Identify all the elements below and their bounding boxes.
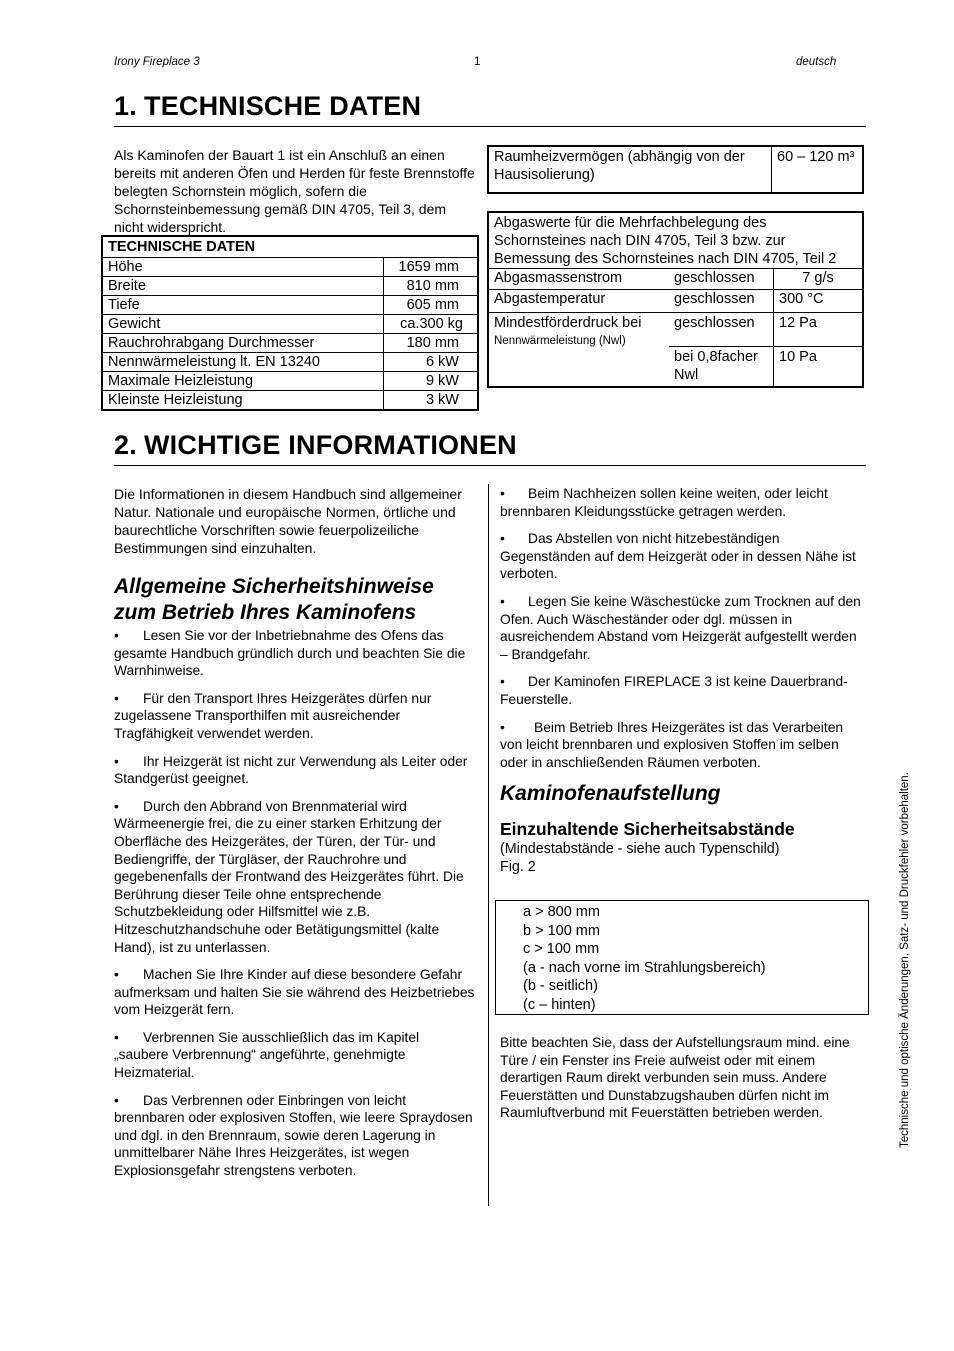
column-divider: [488, 484, 489, 1206]
section2-rule: [114, 465, 866, 466]
distances-box: [495, 900, 869, 1015]
section2-intro: Die Informationen in diesem Handbuch sind allgemeiner Natur. Nationale und europäische Normen, örtliche und baurechtliche Vorschriften sowie feuerpolizeiliche Bestimmungen sind einzuhalten.: [114, 486, 462, 556]
section1-heading: [114, 91, 421, 122]
section2-title: WICHTIGE INFORMATIONEN: [144, 430, 517, 460]
header-language: deutsch: [796, 56, 837, 68]
distance-item: a > 800 mm: [523, 904, 600, 920]
list-item: • Verbrennen Sie ausschließlich das im Kapitel „saubere Verbrennung“ angeführte, genehmigte Heizmaterial.: [114, 1029, 420, 1081]
tech-data-table: [101, 235, 479, 411]
safety-heading: Allgemeine Sicherheitshinweise zum Betrieb Ihres Kaminofens: [114, 575, 434, 624]
table-row: Nennwärmeleistung lt. EN 13240 6 kW: [102, 353, 478, 372]
right-column: [500, 485, 864, 876]
exhaust-table-header: Abgaswerte für die Mehrfachbelegung des Schornsteines nach DIN 4705, Teil 3 bzw. zur Bemessung des Schornsteines nach DIN 4705, Teil 2: [488, 212, 863, 269]
closing-paragraph: Bitte beachten Sie, dass der Aufstellungsraum mind. eine Türe / ein Fenster ins Freie aufweist oder mit einem derartigen Raum direkt verbunden sein muss. Andere Feuerstätten und Dunstabzugshauben dürfen nicht im Raumluftverbund mit Feuerstätten betrieben werden.: [500, 1035, 850, 1121]
table-row: bei 0,8facher Nwl 10 Pa: [488, 347, 863, 388]
list-item: • Legen Sie keine Wäschestücke zum Trocknen auf den Ofen. Auch Wäscheständer oder dgl. müssen in ausreichendem Abstand vom Heizgerät aufgestellt werden – Brandgefahr.: [500, 593, 861, 662]
section1-title: TECHNISCHE DATEN: [144, 91, 422, 121]
table-row: Abgastemperatur geschlossen 300 °C: [488, 290, 863, 313]
list-item: • Das Verbrennen oder Einbringen von leicht brennbaren oder explosiven Stoffen, wie leere Spraydosen und dgl. in den Brennraum, sowie deren Lagerung in unmittelbarer Nähe Ihres Heizgerätes, ist wegen Explosionsgefahr strengstens verboten.: [114, 1092, 473, 1179]
distance-item: c > 100 mm: [523, 941, 600, 957]
distances-note: (Mindestabstände - siehe auch Typenschild): [500, 841, 780, 858]
heat-capacity-label: Raumheizvermögen (abhängig von der Hausisolierung): [488, 146, 772, 193]
tech-table-header: TECHNISCHE DATEN: [102, 236, 478, 258]
table-row: Tiefe 605 mm: [102, 296, 478, 315]
distance-item: (b - seitlich): [523, 978, 598, 994]
list-item: • Der Kaminofen FIREPLACE 3 ist keine Dauerbrand-Feuerstelle.: [500, 674, 848, 707]
exhaust-values-table: [487, 211, 864, 388]
list-item: • Lesen Sie vor der Inbetriebnahme des Ofens das gesamte Handbuch gründlich durch und beachten Sie die Warnhinweise.: [114, 628, 466, 679]
section1-number: 1.: [114, 91, 137, 121]
installation-heading: Kaminofenaufstellung: [500, 782, 721, 806]
table-row: Mindestförderdruck bei Nennwärmeleistung (Nwl) geschlossen 12 Pa: [488, 313, 863, 347]
distance-item: (a - nach vorne im Strahlungsbereich): [523, 959, 766, 976]
section2-number: 2.: [114, 430, 137, 460]
list-item: • Für den Transport Ihres Heizgerätes dürfen nur zugelassene Transporthilfen mit ausreichender Tragfähigkeit verwendet werden.: [114, 690, 432, 741]
list-item: • Das Abstellen von nicht hitzebeständigen Gegenständen auf dem Heizgerät oder in dessen Nähe ist verboten.: [500, 531, 856, 582]
table-row: Kleinste Heizleistung 3 kW: [102, 391, 478, 411]
table-row: Gewicht ca.300 kg: [102, 315, 478, 334]
list-item: • Beim Betrieb Ihres Heizgerätes ist das Verarbeiten von leicht brennbaren und explosiven Stoffen im selben oder in anschließenden Räumen verboten.: [500, 719, 844, 770]
list-item: • Beim Nachheizen sollen keine weiten, oder leicht brennbaren Kleidungsstücke getragen werden.: [500, 486, 828, 519]
left-column: [114, 485, 476, 1180]
list-item: • Machen Sie Ihre Kinder auf diese besondere Gefahr aufmerksam und halten Sie sie während des Heizbetriebes vom Heizgerät fern.: [114, 967, 475, 1018]
heat-capacity-table: [487, 145, 864, 194]
list-item: • Durch den Abbrand von Brennmaterial wird Wärmeenergie frei, die zu einer starken Erhitzung der Oberfläche des Heizgerätes, der Türen, der Tür- und Bediengriffe, der Türgläser, der Rauchrohre und gegebenenfalls der Frontwand des Heizgerätes führt. Die Berührung dieser Teile ohne entsprechende Schutzbekleidung oder Hilfsmittel wie z.B. Hitzeschutzhandschuhe oder Betätigungsmittel (kalte Hand), ist zu unterlassen.: [114, 798, 464, 955]
table-row: Abgasmassenstrom geschlossen 7 g/s: [488, 269, 863, 290]
table-row: Rauchrohrabgang Durchmesser 180 mm: [102, 334, 478, 353]
section1-intro: Als Kaminofen der Bauart 1 ist ein Anschluß an einen bereits mit anderen Öfen und Herden für feste Brennstoffe belegten Schornstein möglich, sofern die Schornsteinbemessung gemäß DIN 4705, Teil 3, dem nicht widerspricht.: [114, 147, 475, 235]
table-row: Maximale Heizleistung 9 kW: [102, 372, 478, 391]
table-row: Breite 810 mm: [102, 277, 478, 296]
section2-heading: [114, 430, 517, 461]
figure-label: Fig. 2: [500, 859, 536, 876]
list-item: • Ihr Heizgerät ist nicht zur Verwendung als Leiter oder Standgerüst geeignet.: [114, 753, 468, 787]
distance-item: (c – hinten): [523, 996, 596, 1013]
heat-capacity-value: 60 – 120 m³: [772, 146, 864, 193]
distance-item: b > 100 mm: [523, 922, 600, 939]
header-title: Irony Fireplace 3: [114, 56, 200, 68]
page-number: 1: [474, 56, 481, 68]
section1-rule: [114, 126, 866, 127]
distances-heading: Einzuhaltende Sicherheitsabstände: [500, 819, 795, 840]
table-row: Höhe 1659 mm: [102, 258, 478, 277]
side-disclaimer: Technische und optische Änderungen, Satz- und Druckfehler vorbehalten.: [899, 772, 911, 1148]
